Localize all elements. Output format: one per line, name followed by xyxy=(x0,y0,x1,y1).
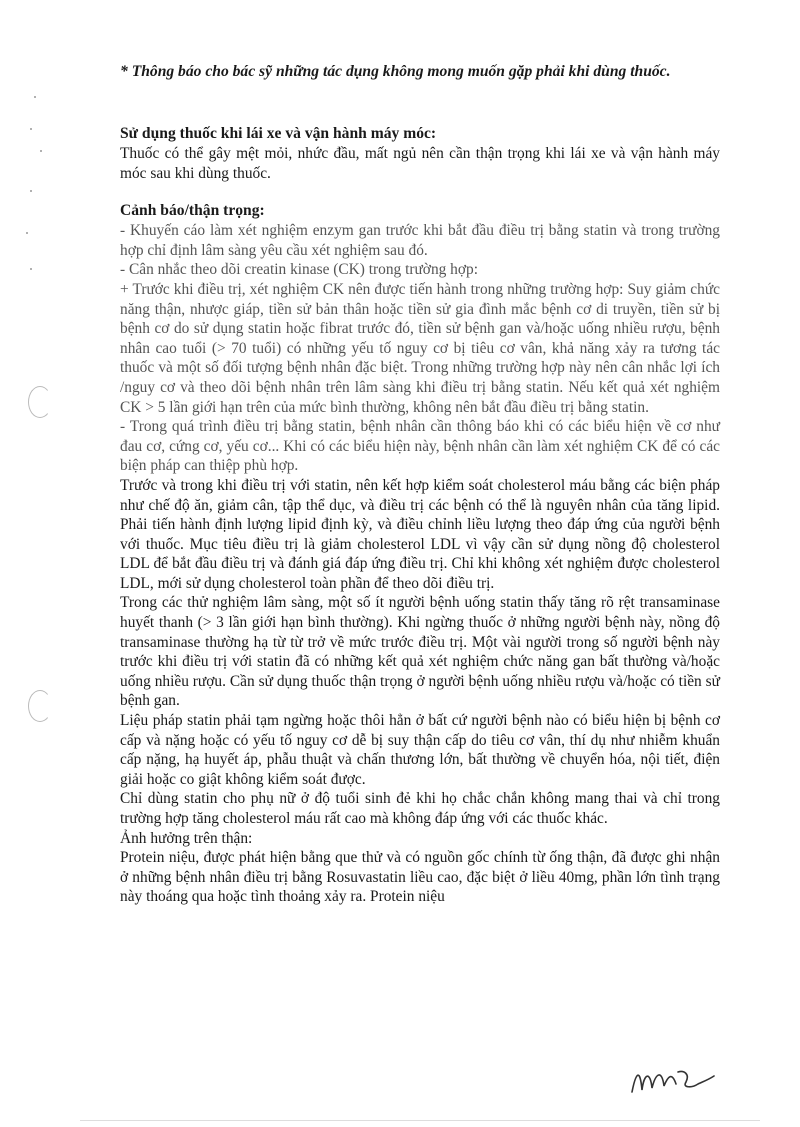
driving-text: Thuốc có thể gây mệt mỏi, nhức đầu, mất ngủ nên cần thận trọng khi lái xe và vận hành máy móc sau khi dùng thuốc. xyxy=(120,145,720,182)
warning-ck-during-treatment: - Trong quá trình điều trị bằng statin, bệnh nhân cần thông báo khi có các biểu hiện về cơ như đau cơ, cứng cơ, yếu cơ... Khi có các biểu hiện này, bệnh nhân cần làm xét nghiệm CK để có các biện pháp can thiệp phù hợp. xyxy=(120,418,720,475)
driving-heading: Sử dụng thuốc khi lái xe và vận hành máy móc: xyxy=(120,125,437,142)
warning-ck-monitoring: - Cân nhắc theo dõi creatin kinase (CK) trong trường hợp: xyxy=(120,261,478,279)
punch-hole-mark xyxy=(28,386,52,418)
scan-speck xyxy=(30,128,32,130)
kidney-heading: Ảnh hưởng trên thận: xyxy=(120,829,253,847)
document-body xyxy=(120,62,720,907)
paragraph-transaminase: Trong các thử nghiệm lâm sàng, một số ít người bệnh uống statin thấy tăng rõ rệt transaminase huyết thanh (> 3 lần giới hạn bình thường). Khi ngừng thuốc ở những người bệnh này, nồng độ transaminase thường hạ từ từ trở về mức trước điều trị. Một vài người trong số người bệnh này trước khi điều trị với statin đã có những kết quả xét nghiệm chức năng gan bất thường và/hoặc uống nhiều rượu. Cần sử dụng thuốc thận trọng ở người bệnh uống nhiều rượu và/hoặc có tiền sử bệnh gan. xyxy=(120,594,720,710)
punch-hole-mark xyxy=(28,690,52,722)
warnings-heading: Cảnh báo/thận trọng: xyxy=(120,202,265,220)
scan-speck xyxy=(40,150,42,152)
kidney-text: Protein niệu, được phát hiện bằng que thử và có nguồn gốc chính từ ống thận, đã được ghi nhận ở những bệnh nhân điều trị bằng Rosuvastatin liều cao, đặc biệt ở liều 40mg, phần lớn tình trạng này thoáng qua hoặc tình thoảng xảy ra. Protein niệu xyxy=(120,849,720,906)
paragraph-cholesterol-control: Trước và trong khi điều trị với statin, nên kết hợp kiểm soát cholesterol máu bằng các biện pháp như chế độ ăn, giảm cân, tập thể dục, và điều trị các bệnh có thể là nguyên nhân của tăng lipid. Phải tiến hành định lượng lipid định kỳ, và điều chỉnh liều lượng theo đáp ứng của người bệnh với thuốc. Mục tiêu điều trị là giảm cholesterol LDL vì vậy cần sử dụng nồng độ cholesterol LDL để bắt đầu điều trị và đánh giá đáp ứng điều trị. Chỉ khi không xét nghiệm được cholesterol LDL, mới sử dụng cholesterol toàn phần để theo dõi điều trị. xyxy=(120,476,720,592)
scan-speck xyxy=(34,96,36,98)
scan-speck xyxy=(30,268,32,270)
scan-bottom-edge xyxy=(80,1120,760,1121)
notice-line: * Thông báo cho bác sỹ những tác dụng không mong muốn gặp phải khi dùng thuốc. xyxy=(120,63,671,80)
warning-ck-before-treatment: + Trước khi điều trị, xét nghiệm CK nên được tiến hành trong những trường hợp: Suy giảm chức năng thận, nhược giáp, tiền sử bản thân hoặc tiền sử gia đình mắc bệnh cơ di truyền, tiền sử bị bệnh cơ do sử dụng statin hoặc fibrat trước đó, tiền sử bệnh gan và/hoặc uống nhiều rượu, bệnh nhân cao tuổi (> 70 tuổi) có những yếu tố nguy cơ bị tiêu cơ vân, khả năng xảy ra tương tác thuốc và một số đối tượng bệnh nhân đặc biệt. Trong những trường hợp này nên cân nhắc lợi ích /nguy cơ và theo dõi bệnh nhân trên lâm sàng khi điều trị bằng statin. Nếu kết quả xét nghiệm CK > 5 lần giới hạn trên của mức bình thường, không nên bắt đầu điều trị bằng statin. xyxy=(120,280,720,416)
scan-speck xyxy=(30,190,32,192)
paragraph-pregnancy: Chỉ dùng statin cho phụ nữ ở độ tuổi sinh đẻ khi họ chắc chắn không mang thai và chỉ trong trường hợp tăng cholesterol máu rất cao mà không đáp ứng với các thuốc khác. xyxy=(120,790,720,827)
paragraph-statin-stop: Liệu pháp statin phải tạm ngừng hoặc thôi hẳn ở bất cứ người bệnh nào có biểu hiện bị bệnh cơ cấp và nặng hoặc có yếu tố nguy cơ dễ bị suy thận cấp do tiêu cơ vân, thí dụ như nhiễm khuẩn cấp nặng, hạ huyết áp, phẫu thuật và chấn thương lớn, bất thường về chuyển hóa, nội tiết, điện giải hoặc co giật không kiểm soát được. xyxy=(120,712,720,788)
scan-speck xyxy=(26,232,28,234)
handwritten-initials xyxy=(628,1062,718,1102)
warning-liver-enzyme: - Khuyến cáo làm xét nghiệm enzym gan trước khi bắt đầu điều trị bằng statin và trong trường hợp chỉ định lâm sàng yêu cầu xét nghiệm sau đó. xyxy=(120,222,720,259)
